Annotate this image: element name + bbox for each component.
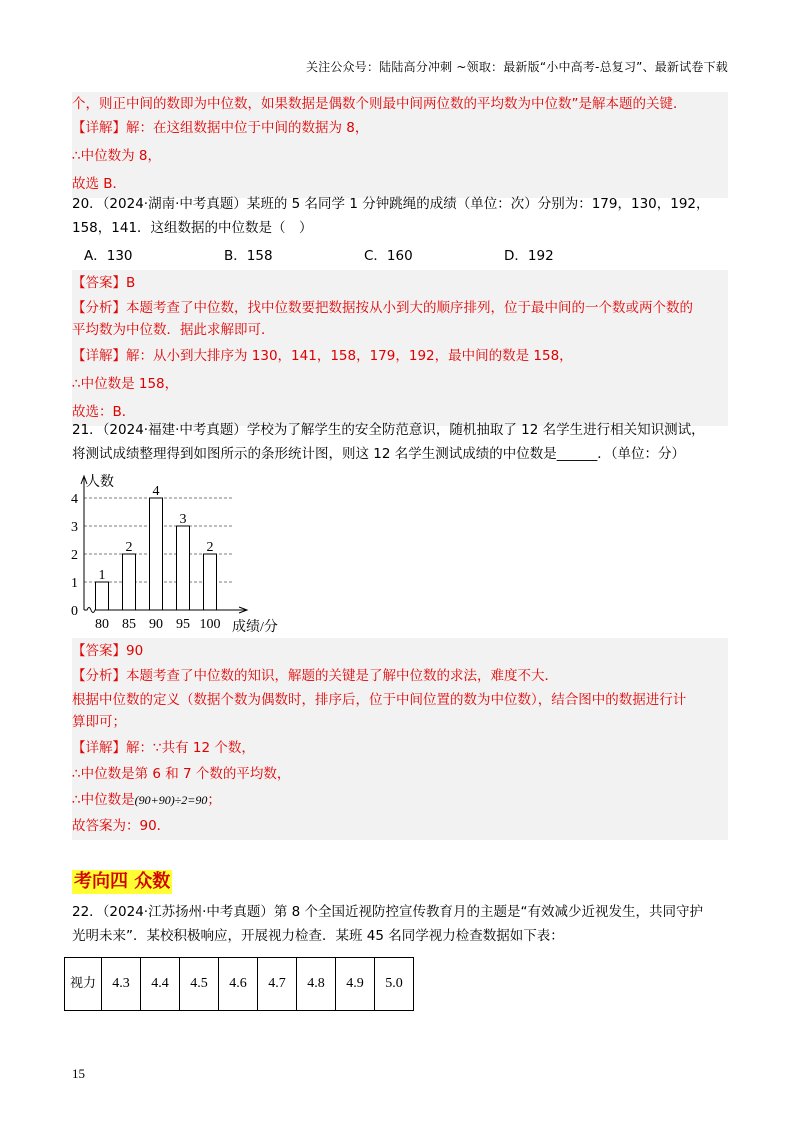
q21-stem-line1: 21．（2024·福建·中考真题）学校为了解学生的安全防范意识，随机抽取了 12 名学生进行相关知识测试， (72, 422, 705, 438)
page-number: 15 (72, 1066, 85, 1081)
section-title-mode: 考向四 众数 (74, 871, 171, 892)
table-cell: 4.9 (336, 958, 375, 1011)
bar-value-label: 1 (98, 568, 106, 583)
q21-detail-line1: 【详解】解：∵共有 12 个数， (72, 740, 255, 756)
x-tick-label: 100 (199, 617, 221, 632)
q20-detail-line1: 【详解】解：从小到大排序为 130，141，158，179，192，最中间的数是 158， (72, 348, 573, 364)
y-tick-label: 2 (71, 548, 78, 563)
page-header: 关注公众号：陆陆高分冲刺 ~领取：最新版“小中高考-总复习”、最新试卷下载 (305, 60, 728, 74)
q19-detail: 【详解】解：在这组数据中位于中间的数据为 8， (72, 120, 369, 136)
q21-solution (72, 638, 728, 840)
y-tick-label: 4 (71, 492, 78, 507)
q20-option-c: C．160 (364, 248, 413, 264)
q21-stem (72, 418, 728, 466)
q21-analysis-line2: 根据中位数的定义（数据个数为偶数时，排序后，位于中间位置的数为中位数），结合图中的数据进行计 (72, 692, 687, 708)
table-cell: 4.8 (297, 958, 336, 1011)
q19-analysis-tail: 个，则正中间的数即为中位数，如果数据是偶数个则最中间两位数的平均数为中位数”是解本题的关键． (72, 96, 687, 112)
q20-solution (72, 270, 728, 426)
x-tick-label: 95 (176, 617, 190, 632)
q22-stem (72, 900, 728, 948)
q20-analysis-line2: 平均数为中位数．据此求解即可． (72, 322, 275, 338)
x-tick-label: 80 (95, 617, 109, 632)
y-axis-label: 人数 (86, 475, 114, 490)
bar (123, 554, 136, 610)
x-axis-label: 成绩/分 (232, 620, 278, 635)
table-cell: 4.7 (258, 958, 297, 1011)
q20-detail-line3: 故选：B． (72, 404, 136, 420)
y-tick-label: 1 (71, 576, 78, 591)
table-cell: 4.4 (141, 958, 180, 1011)
x-tick-label: 85 (122, 617, 136, 632)
q21-analysis-line1: 【分析】本题考查了中位数的知识，解题的关键是了解中位数的求法，难度不大． (72, 668, 558, 684)
bar-chart (64, 470, 304, 636)
bar (204, 554, 217, 610)
q20-option-d: D．192 (504, 248, 554, 264)
x-tick-label: 90 (149, 617, 163, 632)
table-row (65, 958, 414, 1011)
q22-stem-line2: 光明未来”．某校积极响应，开展视力检查．某班 45 名同学视力检查数据如下表： (72, 928, 564, 944)
bar-value-label: 4 (152, 484, 160, 499)
table-cell: 4.5 (180, 958, 219, 1011)
q21-detail-line2: ∴中位数是第 6 和 7 个数的平均数， (72, 766, 291, 782)
q19-choice: 故选 B． (72, 176, 127, 192)
q20-answer: 【答案】B (72, 275, 136, 291)
q21-detail-line3-suffix: ； (207, 792, 221, 808)
q21-analysis-line3: 算即可； (72, 714, 126, 730)
q20-option-b: B．158 (224, 248, 273, 264)
q20-detail-line2: ∴中位数是 158， (72, 376, 179, 392)
q20-stem (72, 192, 728, 266)
q19-solution (72, 92, 728, 198)
table-cell: 4.6 (219, 958, 258, 1011)
bar (96, 582, 109, 610)
bar-value-label: 3 (179, 512, 187, 527)
table-cell: 4.3 (102, 958, 141, 1011)
q21-formula: (90+90)÷2=90 (134, 793, 208, 807)
q21-detail-line3-prefix: ∴中位数是 (72, 792, 135, 808)
y-tick-label: 0 (71, 604, 78, 619)
q21-detail-line3 (72, 790, 728, 810)
table-cell: 5.0 (375, 958, 414, 1011)
q21-detail-line4: 故答案为：90． (72, 818, 171, 834)
q20-options (72, 246, 728, 266)
q21-answer: 【答案】90 (72, 643, 144, 659)
table-head-cell: 视力 (65, 958, 102, 1011)
q21-stem-line2: 将测试成绩整理得到如图所示的条形统计图，则这 12 名学生测试成绩的中位数是______．（单位：分） (72, 446, 686, 462)
chart-bars (96, 498, 217, 610)
q22-stem-line1: 22．（2024·江苏扬州·中考真题）第 8 个全国近视防控宣传教育月的主题是“有效减少近视发生，共同守护 (72, 904, 704, 920)
y-tick-label: 3 (71, 520, 78, 535)
q19-conclusion: ∴中位数为 8， (72, 148, 161, 164)
q20-stem-line2: 158，141．这组数据的中位数是（ ） (72, 220, 313, 236)
bar-value-label: 2 (206, 540, 214, 555)
q20-option-a: A．130 (84, 248, 133, 264)
bar-value-label: 2 (125, 540, 133, 555)
q20-analysis-line1: 【分析】本题考查了中位数，找中位数要把数据按从小到大的顺序排列，位于最中间的一个数或两个数的 (72, 300, 693, 316)
bar (150, 498, 163, 610)
vision-table (64, 957, 414, 1011)
bar (177, 526, 190, 610)
q20-stem-line1: 20．（2024·湖南·中考真题）某班的 5 名同学 1 分钟跳绳的成绩（单位：次）分别为：179，130，192， (72, 196, 710, 212)
